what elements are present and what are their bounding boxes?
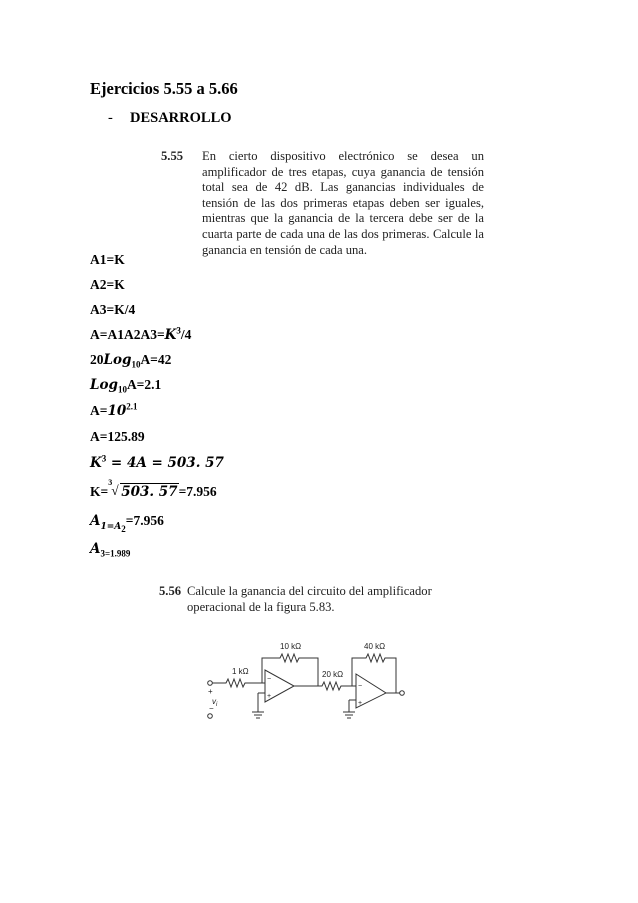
- input-terminal: [208, 681, 213, 686]
- radical-sign: √: [111, 483, 119, 498]
- eq-text: A=A1A2A3=: [90, 327, 165, 342]
- eq-total-gain: [90, 327, 191, 343]
- ground-wire: [349, 700, 356, 712]
- page-title: Ejercicios 5.55 a 5.66: [90, 79, 238, 98]
- eq-sub: 10: [117, 384, 127, 395]
- problem-number: 5.56: [159, 584, 182, 598]
- radicand: 503. 57: [121, 484, 178, 500]
- problem-text: En cierto dispositivo electrónico se desea un amplificador de tres etapas, cuya ganancia de tensión total sea de 42 dB. Las ganancias individuales de tensión de las dos primeras etapas deben ser iguales, mientras que la ganancia de la tercera debe ser de la cuarta parte de cada una de las dos primeras. Calcule la ganancia en tensión de cada una.: [202, 149, 484, 257]
- opamp-2-plus: +: [358, 700, 363, 707]
- cube-root: [108, 478, 178, 500]
- eq-a2: A2=K: [90, 277, 125, 292]
- eq-power: [90, 403, 138, 419]
- eq-var: K: [164, 327, 177, 343]
- eq-text: K=: [90, 484, 109, 499]
- resistor-20k: [318, 682, 352, 690]
- root-index: 3: [108, 478, 113, 487]
- opamp-1-plus: +: [267, 693, 272, 700]
- opamp-circuit-figure: [200, 636, 410, 736]
- eq-exp: 3: [176, 325, 181, 336]
- list-dash: -: [108, 110, 113, 126]
- label-plus: +: [208, 687, 213, 696]
- opamp-1-minus: −: [267, 676, 272, 683]
- section-heading: [108, 110, 232, 127]
- eq-text: A=2.1: [126, 377, 162, 392]
- label-minus: −: [209, 704, 214, 713]
- eq-text: = 4A = 503. 57: [106, 455, 224, 471]
- eq-var: A: [90, 513, 101, 529]
- eq-k-cubed: [90, 455, 224, 471]
- input-terminal: [208, 714, 213, 719]
- eq-base: 10: [107, 403, 127, 419]
- eq-log: Log: [90, 377, 118, 393]
- eq-text: =7.956: [178, 484, 217, 499]
- eq-sub: 3=1.989: [100, 548, 131, 559]
- resistor-1k: [212, 679, 262, 687]
- ground-wire: [258, 693, 265, 712]
- section-title: DESARROLLO: [130, 110, 232, 126]
- eq-text: /4: [180, 327, 192, 342]
- eq-a1-a2: [90, 513, 164, 534]
- eq-log: Log: [103, 352, 132, 368]
- label-40k: 40 kΩ: [364, 642, 386, 651]
- eq-db: [90, 352, 171, 368]
- label-vi: $v_i$: [212, 697, 218, 708]
- eq-a1: A1=K: [90, 252, 125, 267]
- eq-subsub: 2: [121, 523, 126, 534]
- problem-5-55: [161, 149, 491, 257]
- eq-a3: A3=K/4: [90, 302, 136, 317]
- label-10k: 10 kΩ: [280, 642, 302, 651]
- output-terminal: [400, 691, 405, 696]
- eq-a-value: A=125.89: [90, 429, 145, 444]
- eq-log: [90, 377, 161, 393]
- eq-sub: 1=A: [100, 521, 122, 532]
- opamp-2-minus: −: [358, 683, 363, 690]
- eq-a3-value: [90, 541, 130, 557]
- eq-k-root: [90, 478, 217, 500]
- eq-exp: 2.1: [126, 401, 138, 412]
- label-20k: 20 kΩ: [322, 670, 344, 679]
- ground-symbol: [252, 712, 264, 718]
- eq-var: K: [90, 455, 102, 471]
- problem-number: 5.55: [161, 149, 184, 163]
- eq-text: A=42: [140, 352, 172, 367]
- eq-var: A: [90, 541, 101, 557]
- eq-text: 20: [90, 352, 104, 367]
- eq-text: A=: [90, 403, 108, 418]
- eq-text: =7.956: [125, 513, 164, 528]
- problem-text: Calcule la ganancia del circuito del amplificador operacional de la figura 5.83.: [187, 584, 432, 614]
- eq-exp: 3: [101, 453, 107, 464]
- label-1k: 1 kΩ: [232, 667, 249, 676]
- eq-sub: 10: [131, 359, 141, 370]
- problem-5-56: [159, 584, 479, 624]
- ground-symbol: [343, 712, 355, 718]
